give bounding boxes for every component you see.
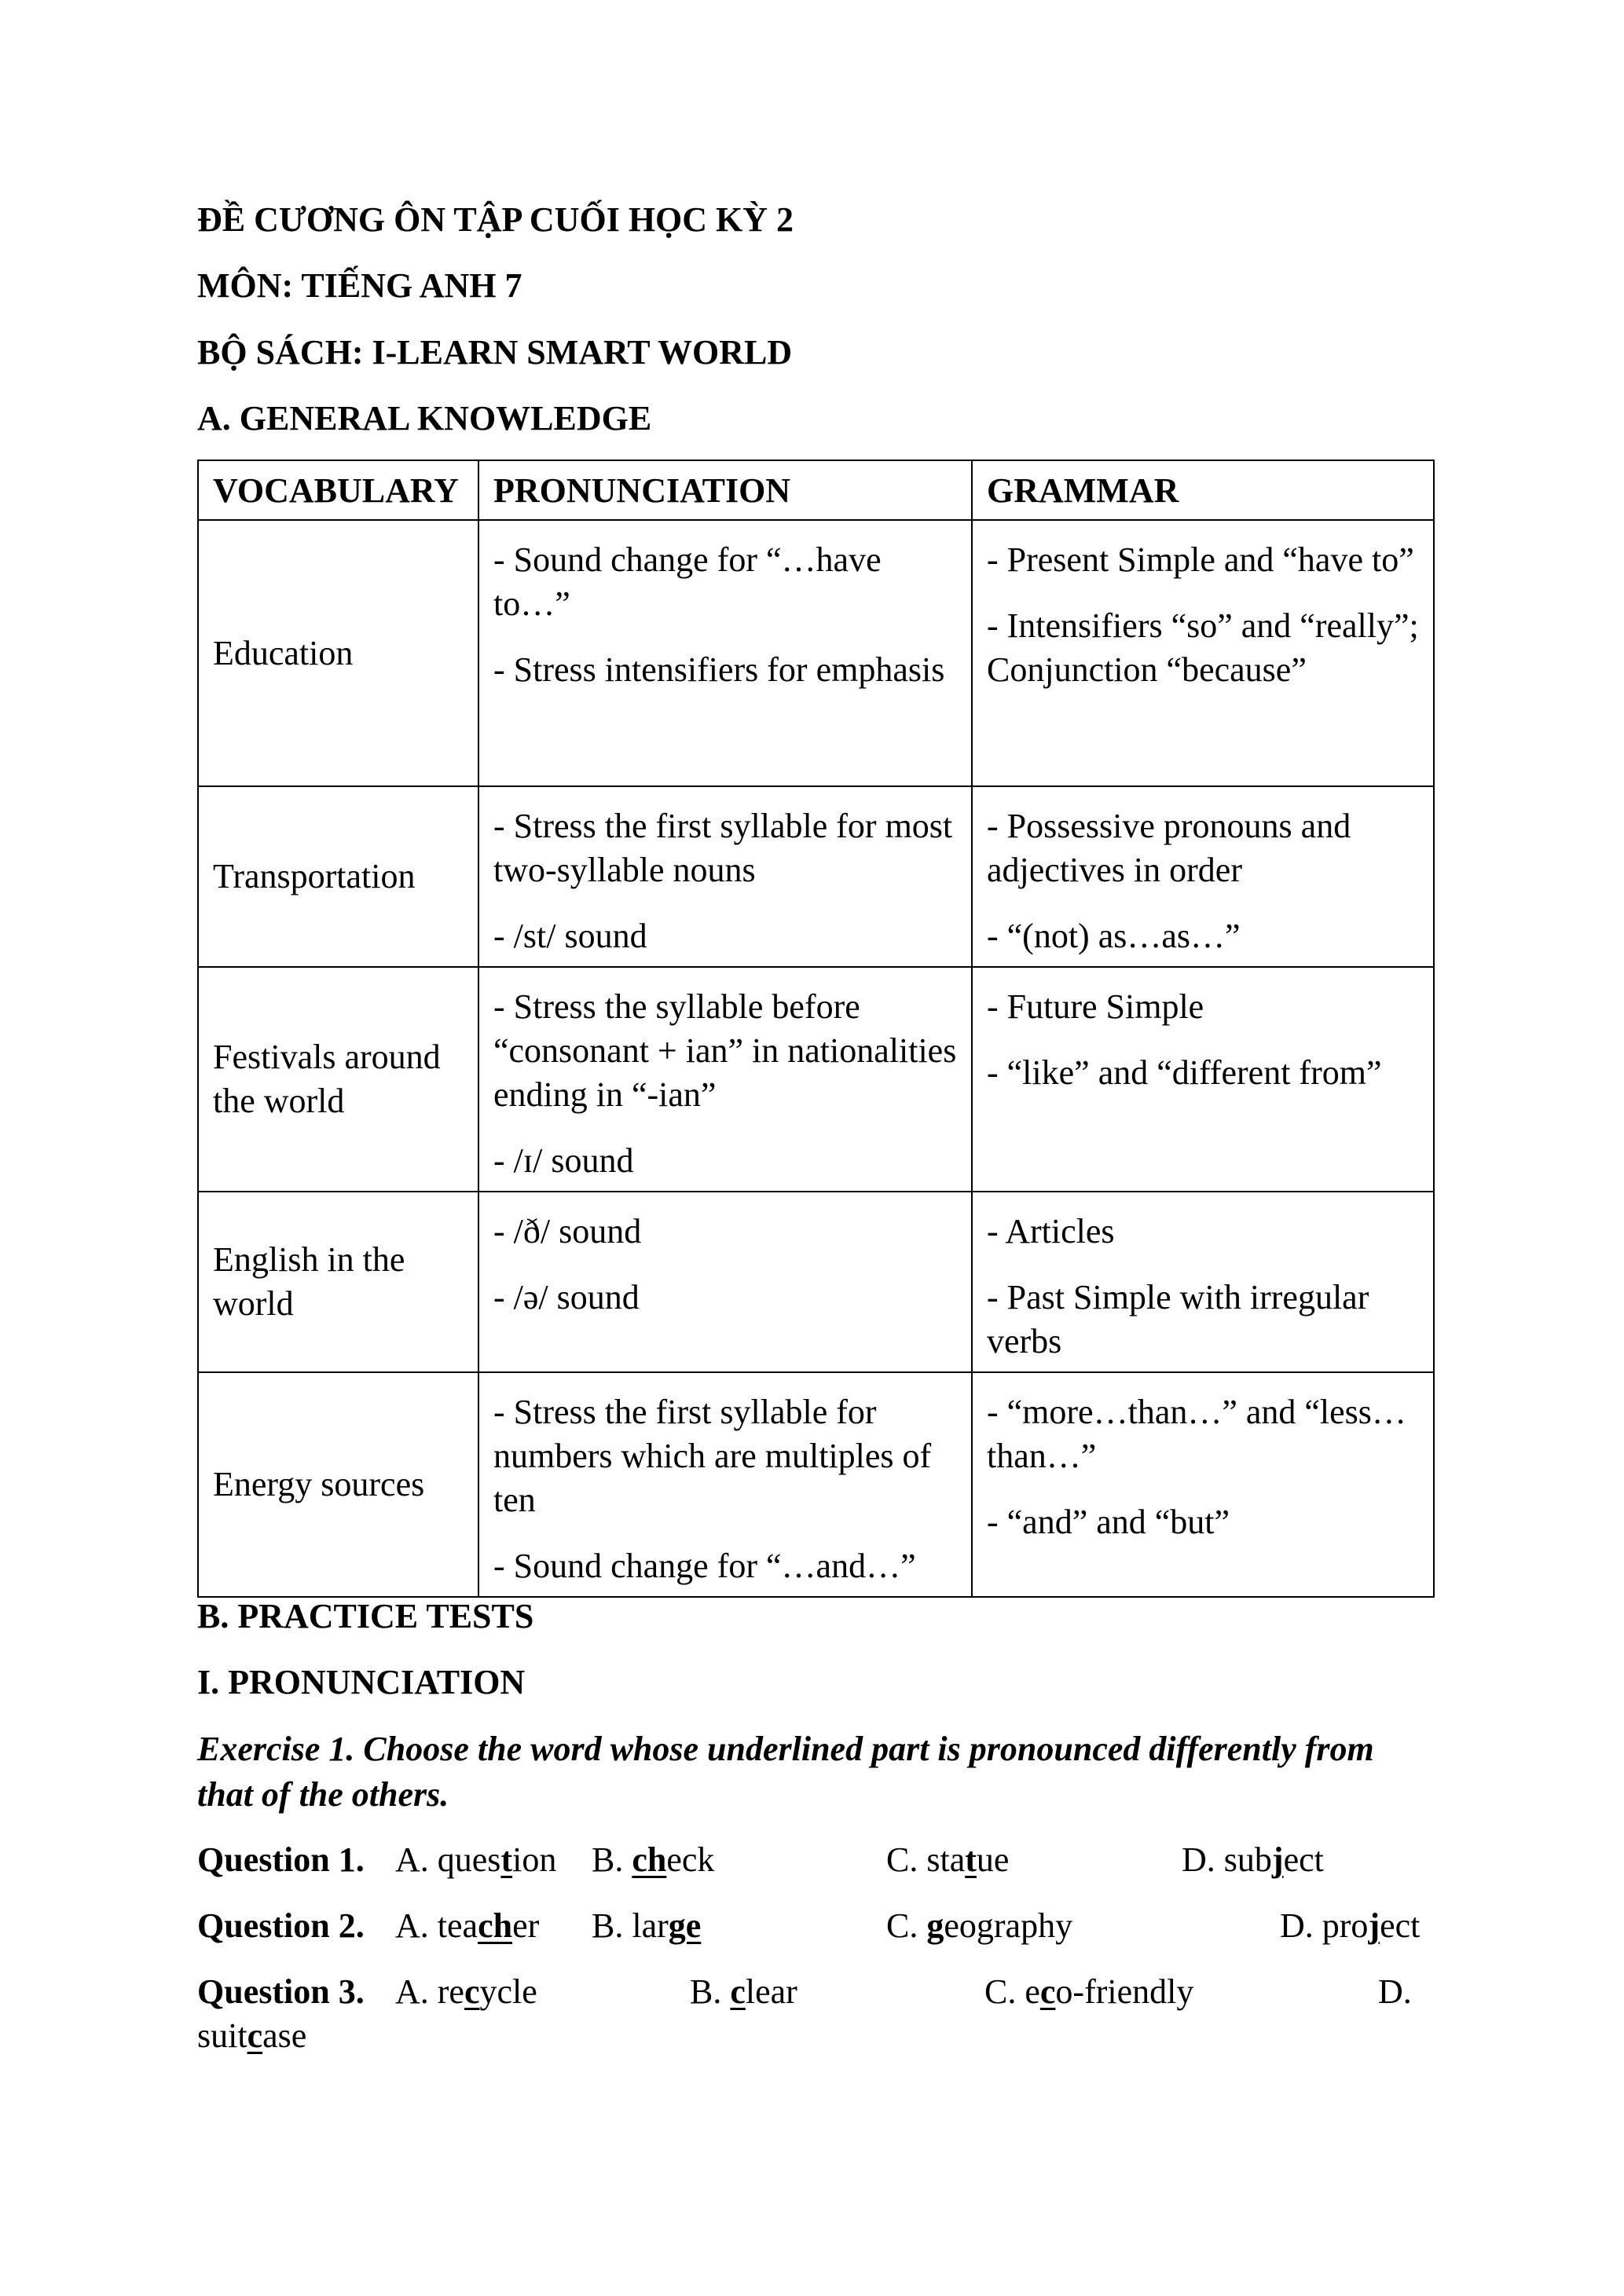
- question-label: Question 3.: [197, 1972, 365, 2011]
- answer-option: C. geography: [886, 1906, 1073, 1945]
- answer-option: A. recycle: [395, 1972, 537, 2011]
- exercise-instruction: Exercise 1. Choose the word whose underlined part is pronounced differently from that of the others.: [197, 1730, 1374, 1814]
- answer-option: B. clear: [690, 1972, 797, 2011]
- subject-line: MÔN: TIẾNG ANH 7: [197, 266, 522, 305]
- column-header-grammar: GRAMMAR: [972, 460, 1434, 520]
- pronunciation-cell: [478, 1192, 972, 1372]
- part-heading-pronunciation: I. PRONUNCIATION: [197, 1663, 526, 1701]
- answer-option: B. large: [592, 1906, 702, 1945]
- grammar-point: - Past Simple with irregular verbs: [987, 1278, 1369, 1360]
- column-header-pronunciation: PRONUNCIATION: [478, 460, 972, 520]
- general-knowledge-table: [197, 460, 1435, 1598]
- answer-option: D. subject: [1182, 1840, 1324, 1879]
- pronunciation-cell: [478, 786, 972, 967]
- grammar-point: - “and” and “but”: [987, 1503, 1230, 1541]
- grammar-cell: [972, 520, 1434, 786]
- grammar-cell: [972, 967, 1434, 1192]
- answer-option: C. eco-friendly: [984, 1972, 1194, 2011]
- grammar-point: - Intensifiers “so” and “really”; Conjunction “because”: [987, 606, 1419, 689]
- section-a-heading: A. GENERAL KNOWLEDGE: [197, 399, 652, 438]
- document-title: ĐỀ CƯƠNG ÔN TẬP CUỐI HỌC KỲ 2: [197, 200, 794, 239]
- pronunciation-point: - Sound change for “…and…”: [493, 1547, 916, 1585]
- pronunciation-point: - /ɪ/ sound: [493, 1141, 634, 1180]
- column-header-vocabulary: VOCABULARY: [198, 460, 478, 520]
- answer-option: D. project: [1280, 1906, 1421, 1945]
- grammar-point: - “like” and “different from”: [987, 1053, 1382, 1092]
- section-b-heading: B. PRACTICE TESTS: [197, 1597, 534, 1635]
- question-row: [197, 1838, 1433, 1885]
- table-row: [198, 967, 1434, 1192]
- table-row: [198, 786, 1434, 967]
- pronunciation-point: - /ə/ sound: [493, 1278, 640, 1316]
- grammar-point: - Present Simple and “have to”: [987, 540, 1414, 579]
- vocabulary-topic: English in the world: [198, 1192, 478, 1372]
- question-label: Question 1.: [197, 1840, 365, 1879]
- table-row: [198, 1372, 1434, 1597]
- grammar-point: - “(not) as…as…”: [987, 917, 1241, 955]
- vocabulary-topic: Festivals around the world: [198, 967, 478, 1192]
- grammar-point: - “more…than…” and “less…than…”: [987, 1393, 1406, 1475]
- pronunciation-point: - Stress the first syllable for numbers which are multiples of ten: [493, 1393, 932, 1519]
- answer-option-continuation: suitcase: [197, 2016, 307, 2055]
- grammar-point: - Articles: [987, 1212, 1115, 1251]
- table-header-row: [198, 460, 1434, 520]
- table-row: [198, 520, 1434, 786]
- grammar-point: - Possessive pronouns and adjectives in order: [987, 807, 1351, 889]
- answer-option: C. statue: [886, 1840, 1010, 1879]
- question-row: [197, 1970, 1433, 2017]
- question-label: Question 2.: [197, 1906, 365, 1945]
- answer-option: A. teacher: [395, 1906, 540, 1945]
- question-row: [197, 1904, 1433, 1951]
- answer-option: B. check: [592, 1840, 715, 1879]
- grammar-point: - Future Simple: [987, 987, 1204, 1026]
- pronunciation-cell: [478, 520, 972, 786]
- grammar-cell: [972, 1372, 1434, 1597]
- vocabulary-topic: Education: [198, 520, 478, 786]
- answer-option: D.: [1378, 1972, 1412, 2011]
- pronunciation-point: - Sound change for “…have to…”: [493, 540, 882, 623]
- pronunciation-point: - /ð/ sound: [493, 1212, 642, 1251]
- pronunciation-point: - Stress the syllable before “consonant + ian” in nationalities ending in “-ian”: [493, 987, 957, 1114]
- pronunciation-point: - Stress intensifiers for emphasis: [493, 650, 945, 689]
- pronunciation-cell: [478, 1372, 972, 1597]
- answer-option: A. question: [395, 1840, 557, 1879]
- pronunciation-point: - Stress the first syllable for most two-syllable nouns: [493, 807, 953, 889]
- pronunciation-point: - /st/ sound: [493, 917, 647, 955]
- pronunciation-cell: [478, 967, 972, 1192]
- grammar-cell: [972, 786, 1434, 967]
- vocabulary-topic: Transportation: [198, 786, 478, 967]
- book-line: BỘ SÁCH: I-LEARN SMART WORLD: [197, 333, 793, 372]
- table-row: [198, 1192, 1434, 1372]
- grammar-cell: [972, 1192, 1434, 1372]
- vocabulary-topic: Energy sources: [198, 1372, 478, 1597]
